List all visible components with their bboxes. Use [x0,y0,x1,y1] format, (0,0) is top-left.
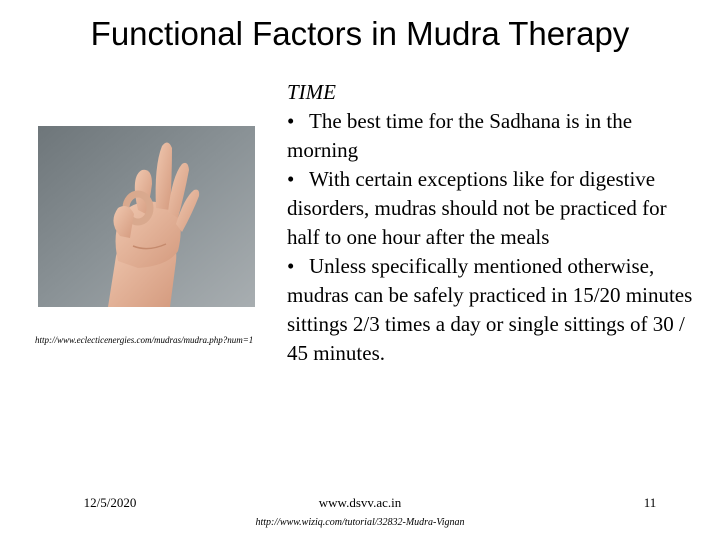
section-heading: TIME [287,80,336,104]
bullet-icon: • [287,109,295,133]
bullet-item: • Unless specifically mentioned otherwise, mudras can be safely practiced in 15/20 minutes sittings 2/3 times a day or single sittings of 30 / 45 minutes. [287,254,693,365]
footer-site: www.dsvv.ac.in [318,495,402,510]
page-number: 11 [643,495,657,510]
footer-date: 12/5/2020 [83,495,137,510]
slide-title: Functional Factors in Mudra Therapy [90,15,630,52]
bullet-item: • With certain exceptions like for digestive disorders, mudras should not be practiced for half to one hour after the meals [287,167,667,249]
footer-url: http://www.wiziq.com/tutorial/32832-Mudra-Vignan [255,517,465,528]
slide-content [287,78,702,368]
bullet-icon: • [287,167,295,191]
bullet-item: • The best time for the Sadhana is in the morning [287,109,633,162]
bullet-icon: • [287,254,295,278]
hand-mudra-image [38,126,255,307]
image-source-caption: http://www.eclecticenergies.com/mudras/mudra.php?num=1 [35,335,254,345]
